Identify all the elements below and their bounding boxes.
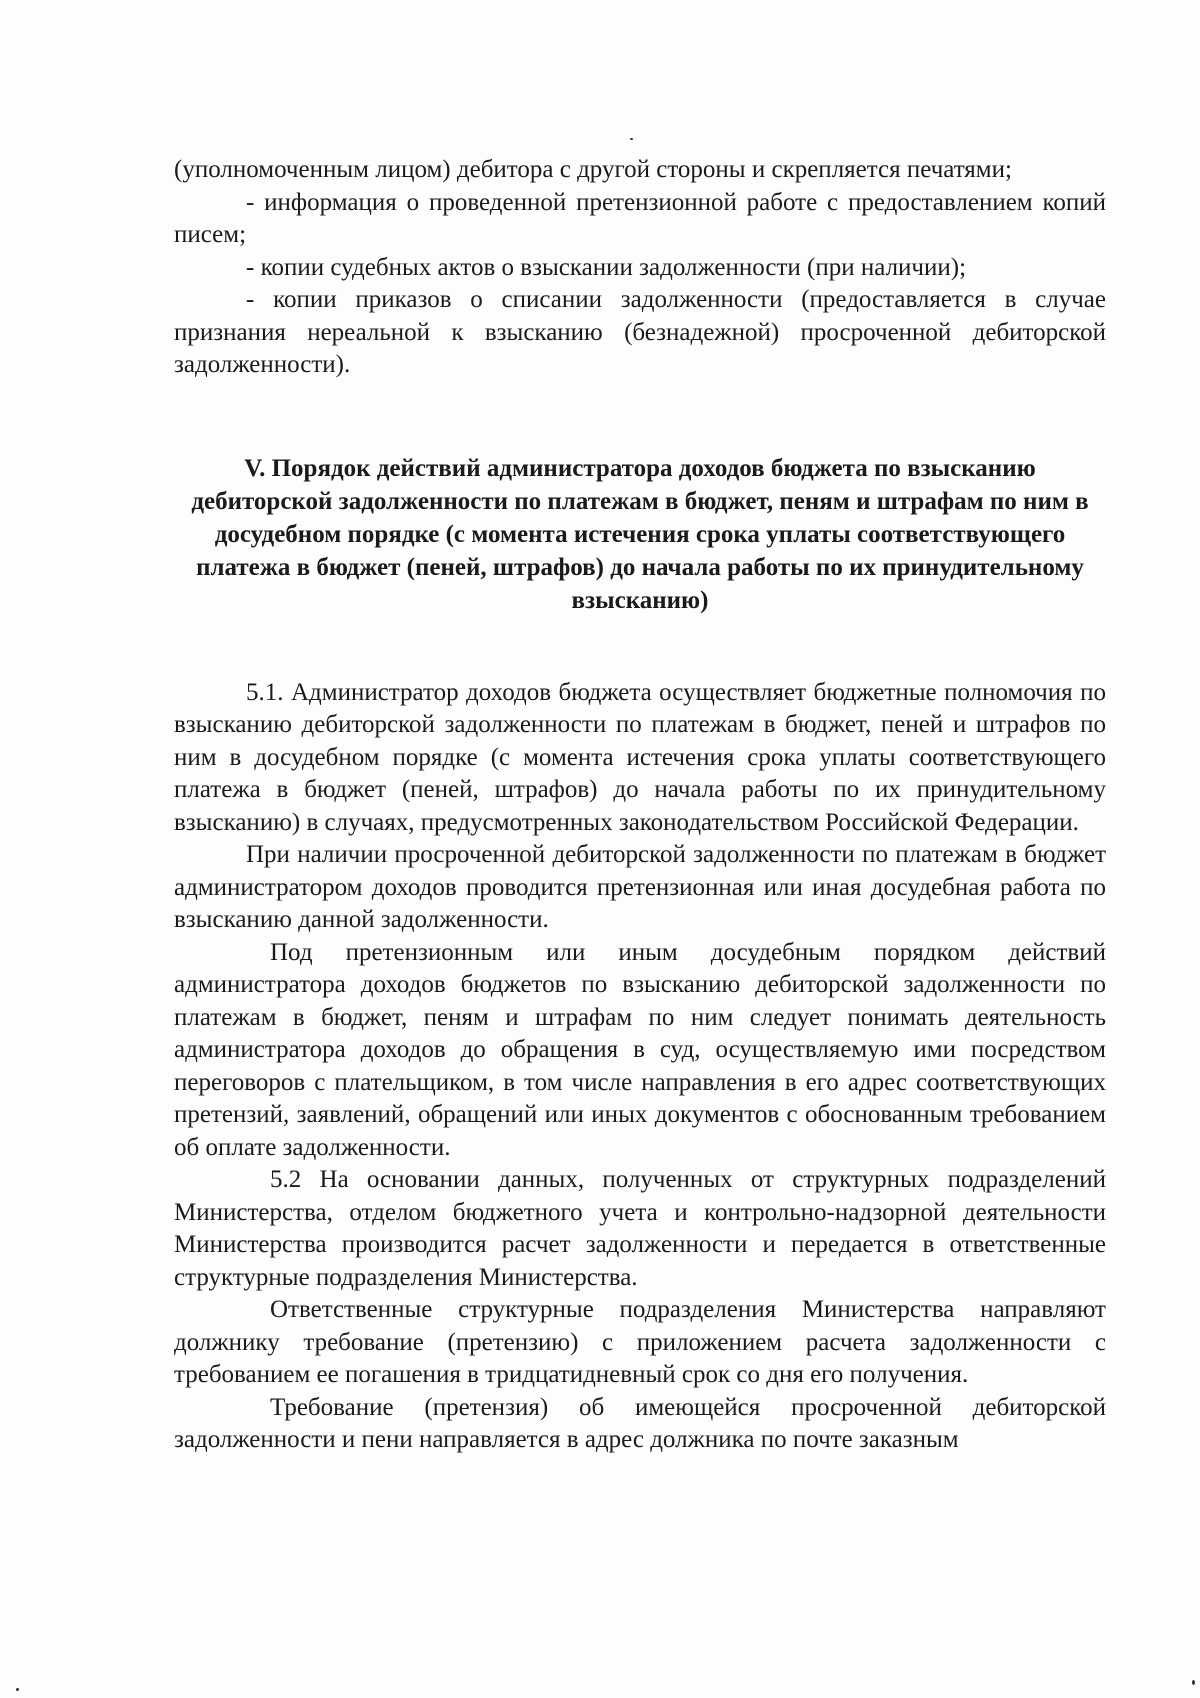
paragraph-5-2: 5.2 На основании данных, полученных от структурных подразделений Министерства, отделом бюджетного учета и контрольно-надзорной деятельности Министерства производится расчет задолженности и передается в ответственные структурные подразделения Министерства. xyxy=(174,1166,1106,1291)
section-heading: V. Порядок действий администратора доходов бюджета по взысканию дебиторской задолженности по платежам в бюджет, пеням и штрафам по ним в досудебном порядке (с момента истечения срока уплаты соответствующего платежа в бюджет (пеней, штрафов) до начала работы по их принудительному взысканию) xyxy=(191,454,1089,614)
list-item: - копии судебных актов о взыскании задолженности (при наличии); xyxy=(246,253,967,281)
list-item: - копии приказов о списании задолженности (предоставляется в случае признания нереальной к взысканию (безнадежной) просроченной дебиторской задолженности). xyxy=(174,286,1106,378)
paragraph: Под претензионным или иным досудебным порядком действий администратора доходов бюджетов по взысканию дебиторской задолженности по платежам в бюджет, пеням и штрафам по ним следует понимать деятельность администратора доходов до обращения в суд, осуществляемую ими посредством переговоров с плательщиком, в том числе направления в его адрес соответствующих претензий, заявлений, обращений или иных документов с обоснованным требованием об оплате задолженности. xyxy=(174,938,1106,1161)
scan-speck xyxy=(1192,1680,1195,1685)
paragraph: При наличии просроченной дебиторской задолженности по платежам в бюджет администратором доходов проводится претензионная или иная досудебная работа по взысканию данной задолженности. xyxy=(174,841,1106,933)
paragraph-continuation: (уполномоченным лицом) дебитора с другой стороны и скрепляется печатями; xyxy=(174,156,1012,183)
spacer xyxy=(174,617,1106,677)
list-item: - информация о проведенной претензионной работе с предоставлением копий писем; xyxy=(174,188,1106,248)
paragraph-5-1: 5.1. Администратор доходов бюджета осуществляет бюджетные полномочия по взысканию дебиторской задолженности по платежам в бюджет, пеней и штрафов по ним в досудебном порядке (с момента истечения срока уплаты соответствующего платежа в бюджет (пеней, штрафов) до начала работы по их принудительному взысканию) в случаях, предусмотренных законодательством Российской Федерации. xyxy=(174,678,1106,836)
scan-speck xyxy=(16,1688,19,1691)
paragraph: Ответственные структурные подразделения Министерства направляют должнику требование (претензию) с приложением расчета задолженности с требованием ее погашения в тридцатидневный срок со дня его получения. xyxy=(174,1296,1106,1388)
scan-speck xyxy=(630,138,633,140)
paragraph: Требование (претензия) об имеющейся просроченной дебиторской задолженности и пени направляется в адрес должника по почте заказным xyxy=(174,1393,1106,1453)
document-body xyxy=(174,154,1106,1457)
